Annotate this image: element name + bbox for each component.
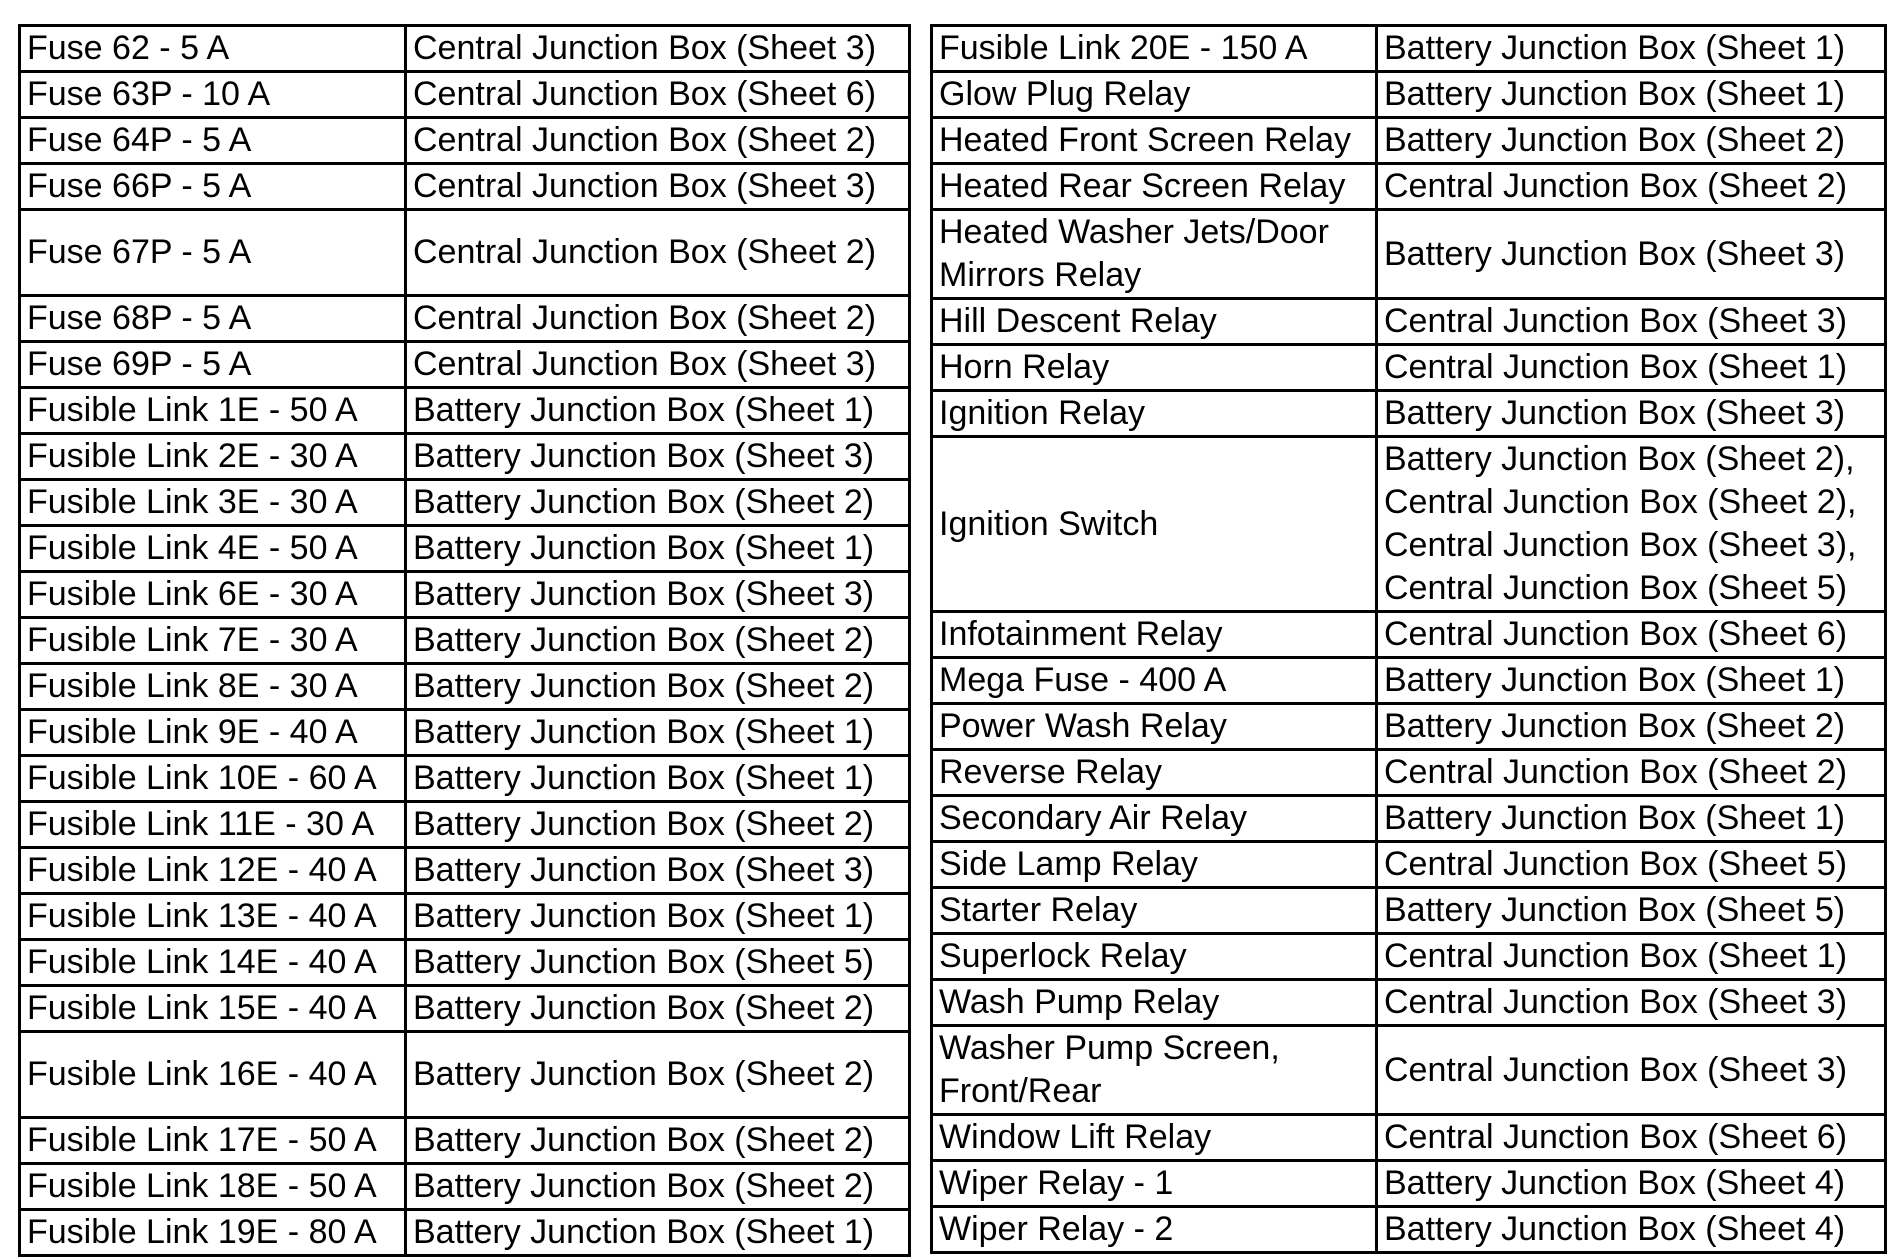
- component-cell: Fusible Link 14E - 40 A: [20, 940, 406, 986]
- location-cell: Battery Junction Box (Sheet 3): [406, 848, 910, 894]
- component-cell: Heated Front Screen Relay: [932, 118, 1377, 164]
- location-cell: Battery Junction Box (Sheet 1): [406, 756, 910, 802]
- component-cell: Wash Pump Relay: [932, 980, 1377, 1026]
- table-row: [932, 164, 1886, 210]
- table-row: [932, 750, 1886, 796]
- location-cell: Battery Junction Box (Sheet 5): [406, 940, 910, 986]
- table-row: [20, 1164, 910, 1210]
- component-cell: Horn Relay: [932, 345, 1377, 391]
- table-row: [932, 437, 1886, 612]
- table-row: [20, 848, 910, 894]
- component-cell: Superlock Relay: [932, 934, 1377, 980]
- location-cell: Battery Junction Box (Sheet 2): [406, 986, 910, 1032]
- location-cell: Central Junction Box (Sheet 3): [406, 164, 910, 210]
- table-row: [20, 434, 910, 480]
- table-row: [932, 888, 1886, 934]
- component-cell: Heated Washer Jets/Door Mirrors Relay: [932, 210, 1377, 299]
- component-cell: Ignition Relay: [932, 391, 1377, 437]
- table-row: [20, 296, 910, 342]
- table-row: [20, 118, 910, 164]
- location-cell: Central Junction Box (Sheet 6): [406, 72, 910, 118]
- location-cell: Battery Junction Box (Sheet 2): [406, 1164, 910, 1210]
- table-row: [932, 934, 1886, 980]
- table-row: [20, 756, 910, 802]
- table-row: [932, 210, 1886, 299]
- component-cell: Fuse 64P - 5 A: [20, 118, 406, 164]
- component-cell: Fuse 62 - 5 A: [20, 26, 406, 72]
- table-row: [20, 986, 910, 1032]
- table-row: [20, 940, 910, 986]
- location-cell: Battery Junction Box (Sheet 1): [406, 526, 910, 572]
- location-cell: Battery Junction Box (Sheet 2): [406, 480, 910, 526]
- location-cell: Battery Junction Box (Sheet 3): [406, 434, 910, 480]
- location-cell: Central Junction Box (Sheet 6): [1377, 612, 1886, 658]
- table-row: [932, 1161, 1886, 1207]
- table-row: [20, 572, 910, 618]
- component-cell: Ignition Switch: [932, 437, 1377, 612]
- location-cell: Central Junction Box (Sheet 2): [1377, 164, 1886, 210]
- table-row: [20, 164, 910, 210]
- component-cell: Fuse 67P - 5 A: [20, 210, 406, 296]
- location-cell: Central Junction Box (Sheet 2): [406, 118, 910, 164]
- location-cell: Central Junction Box (Sheet 3): [1377, 1026, 1886, 1115]
- location-cell: Battery Junction Box (Sheet 4): [1377, 1161, 1886, 1207]
- table-row: [932, 796, 1886, 842]
- component-cell: Fusible Link 9E - 40 A: [20, 710, 406, 756]
- location-cell: [1377, 437, 1886, 612]
- component-cell: Washer Pump Screen, Front/Rear: [932, 1026, 1377, 1115]
- component-cell: Side Lamp Relay: [932, 842, 1377, 888]
- location-cell: Battery Junction Box (Sheet 1): [1377, 72, 1886, 118]
- component-cell: Fusible Link 4E - 50 A: [20, 526, 406, 572]
- location-cell: Central Junction Box (Sheet 3): [406, 26, 910, 72]
- component-cell: Reverse Relay: [932, 750, 1377, 796]
- location-line: Battery Junction Box (Sheet 2),: [1384, 440, 1855, 478]
- component-cell: Secondary Air Relay: [932, 796, 1377, 842]
- location-cell: Battery Junction Box (Sheet 4): [1377, 1207, 1886, 1253]
- component-cell: Fuse 69P - 5 A: [20, 342, 406, 388]
- fuse-table-right: [930, 24, 1887, 1254]
- location-cell: Central Junction Box (Sheet 6): [1377, 1115, 1886, 1161]
- component-cell: Fusible Link 13E - 40 A: [20, 894, 406, 940]
- table-row: [20, 26, 910, 72]
- location-cell: Central Junction Box (Sheet 3): [1377, 980, 1886, 1026]
- location-cell: Battery Junction Box (Sheet 2): [406, 802, 910, 848]
- table-row: [932, 1207, 1886, 1253]
- component-cell: Fusible Link 19E - 80 A: [20, 1210, 406, 1256]
- location-cell: Central Junction Box (Sheet 2): [406, 210, 910, 296]
- table-row: [20, 894, 910, 940]
- table-row: [932, 118, 1886, 164]
- component-cell: Heated Rear Screen Relay: [932, 164, 1377, 210]
- table-row: [932, 1026, 1886, 1115]
- table-row: [932, 72, 1886, 118]
- location-cell: Central Junction Box (Sheet 5): [1377, 842, 1886, 888]
- fuse-table-left: [18, 24, 911, 1257]
- component-cell: Infotainment Relay: [932, 612, 1377, 658]
- table-row: [20, 480, 910, 526]
- location-cell: Battery Junction Box (Sheet 1): [1377, 26, 1886, 72]
- table-row: [20, 210, 910, 296]
- component-cell: Fusible Link 18E - 50 A: [20, 1164, 406, 1210]
- component-cell: Wiper Relay - 2: [932, 1207, 1377, 1253]
- location-line: Central Junction Box (Sheet 5): [1384, 569, 1848, 607]
- location-cell: Central Junction Box (Sheet 2): [406, 296, 910, 342]
- component-cell: Glow Plug Relay: [932, 72, 1377, 118]
- location-cell: Battery Junction Box (Sheet 2): [406, 1118, 910, 1164]
- table-row: [20, 618, 910, 664]
- location-cell: Central Junction Box (Sheet 2): [1377, 750, 1886, 796]
- component-cell: Fusible Link 2E - 30 A: [20, 434, 406, 480]
- location-cell: Central Junction Box (Sheet 3): [406, 342, 910, 388]
- table-row: [932, 1115, 1886, 1161]
- location-cell: Battery Junction Box (Sheet 2): [1377, 704, 1886, 750]
- table-row: [20, 342, 910, 388]
- table-row: [932, 658, 1886, 704]
- component-cell: Fusible Link 10E - 60 A: [20, 756, 406, 802]
- location-line: Central Junction Box (Sheet 2),: [1384, 483, 1857, 521]
- location-cell: Battery Junction Box (Sheet 1): [406, 388, 910, 434]
- component-cell: Power Wash Relay: [932, 704, 1377, 750]
- component-cell: Mega Fuse - 400 A: [932, 658, 1377, 704]
- component-cell: Fusible Link 3E - 30 A: [20, 480, 406, 526]
- component-cell: Fuse 66P - 5 A: [20, 164, 406, 210]
- table-row: [20, 710, 910, 756]
- location-cell: Battery Junction Box (Sheet 5): [1377, 888, 1886, 934]
- table-row: [932, 391, 1886, 437]
- location-cell: Battery Junction Box (Sheet 1): [1377, 658, 1886, 704]
- location-cell: Battery Junction Box (Sheet 1): [406, 894, 910, 940]
- location-cell: Central Junction Box (Sheet 3): [1377, 299, 1886, 345]
- component-cell: Fusible Link 1E - 50 A: [20, 388, 406, 434]
- table-row: [20, 72, 910, 118]
- location-cell: Battery Junction Box (Sheet 1): [406, 1210, 910, 1256]
- table-row: [932, 26, 1886, 72]
- location-line: Central Junction Box (Sheet 3),: [1384, 526, 1857, 564]
- table-row: [932, 842, 1886, 888]
- table-row: [932, 980, 1886, 1026]
- component-cell: Window Lift Relay: [932, 1115, 1377, 1161]
- component-cell: Fusible Link 20E - 150 A: [932, 26, 1377, 72]
- component-cell: Fusible Link 11E - 30 A: [20, 802, 406, 848]
- component-cell: Fusible Link 17E - 50 A: [20, 1118, 406, 1164]
- component-cell: Fusible Link 8E - 30 A: [20, 664, 406, 710]
- table-row: [20, 802, 910, 848]
- component-cell: Starter Relay: [932, 888, 1377, 934]
- component-cell: Fusible Link 15E - 40 A: [20, 986, 406, 1032]
- table-row: [932, 612, 1886, 658]
- table-row: [20, 1210, 910, 1256]
- location-cell: Central Junction Box (Sheet 1): [1377, 934, 1886, 980]
- component-cell: Fusible Link 6E - 30 A: [20, 572, 406, 618]
- component-cell: Wiper Relay - 1: [932, 1161, 1377, 1207]
- table-row: [20, 1032, 910, 1118]
- location-cell: Battery Junction Box (Sheet 1): [1377, 796, 1886, 842]
- component-cell: Fusible Link 7E - 30 A: [20, 618, 406, 664]
- location-cell: Central Junction Box (Sheet 1): [1377, 345, 1886, 391]
- component-cell: Fusible Link 16E - 40 A: [20, 1032, 406, 1118]
- table-row: [20, 388, 910, 434]
- location-cell: Battery Junction Box (Sheet 2): [406, 618, 910, 664]
- table-row: [20, 526, 910, 572]
- table-row: [932, 345, 1886, 391]
- location-cell: Battery Junction Box (Sheet 2): [1377, 118, 1886, 164]
- component-cell: Fuse 63P - 10 A: [20, 72, 406, 118]
- table-row: [932, 299, 1886, 345]
- component-cell: Hill Descent Relay: [932, 299, 1377, 345]
- location-cell: Battery Junction Box (Sheet 2): [406, 664, 910, 710]
- location-cell: Battery Junction Box (Sheet 3): [1377, 210, 1886, 299]
- table-row: [932, 704, 1886, 750]
- table-row: [20, 1118, 910, 1164]
- location-cell: Battery Junction Box (Sheet 3): [406, 572, 910, 618]
- component-cell: Fusible Link 12E - 40 A: [20, 848, 406, 894]
- component-cell: Fuse 68P - 5 A: [20, 296, 406, 342]
- table-row: [20, 664, 910, 710]
- location-cell: Battery Junction Box (Sheet 1): [406, 710, 910, 756]
- location-cell: Battery Junction Box (Sheet 2): [406, 1032, 910, 1118]
- location-cell: Battery Junction Box (Sheet 3): [1377, 391, 1886, 437]
